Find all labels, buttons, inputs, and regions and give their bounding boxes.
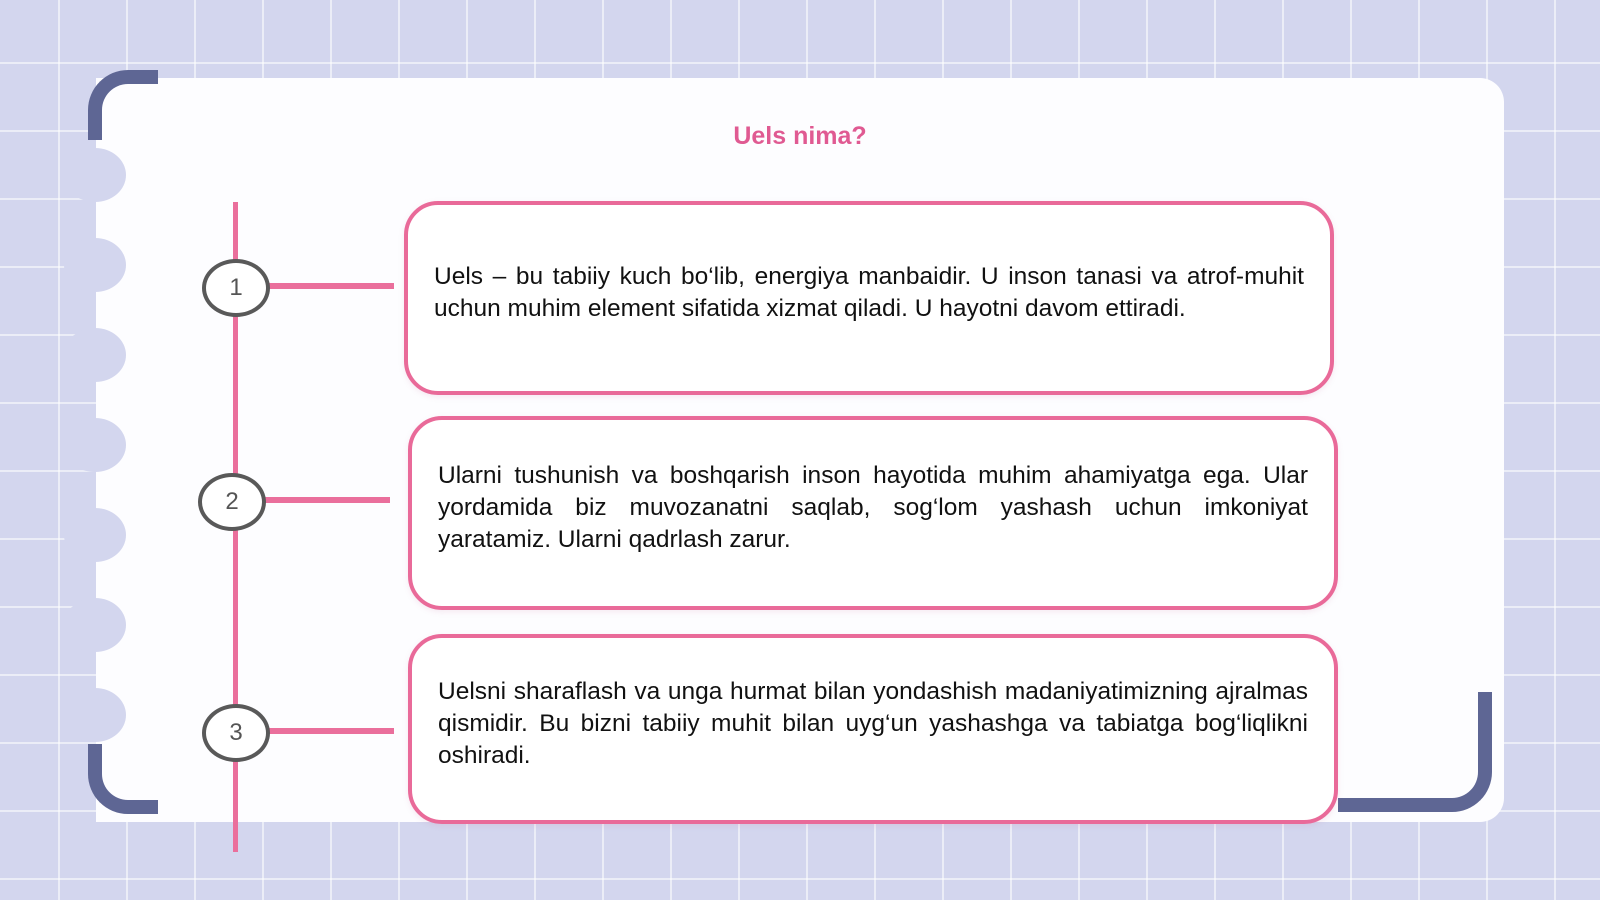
paper-notch [64, 688, 126, 742]
info-card-text: Uelsni sharaflash va unga hurmat bilan yondashish madaniyatimizning ajralmas qismidir. Bu bizni tabiiy muhit bilan uyg‘un yashashga va tabiatga bog‘liqlikni oshiradi. [438, 678, 1308, 769]
paper-notch [64, 418, 126, 472]
info-card-2 [408, 416, 1338, 610]
timeline-connector [262, 497, 390, 503]
paper-notch [64, 148, 126, 202]
step-number-1: 1 [202, 259, 270, 317]
info-card-1 [404, 201, 1334, 395]
info-card-3 [408, 634, 1338, 824]
frame-corner-bottom-right [1338, 692, 1492, 812]
timeline-connector [266, 283, 394, 289]
timeline-connector [266, 728, 394, 734]
info-card-text: Uels – bu tabiiy kuch bo‘lib, energiya manbaidir. U inson tanasi va atrof-muhit uchun muhim element sifatida xizmat qiladi. U hayotni davom ettiradi. [434, 263, 1304, 322]
step-number-2: 2 [198, 473, 266, 531]
page-title: Uels nima? [733, 122, 867, 150]
paper-notch [64, 598, 126, 652]
paper-notch [64, 328, 126, 382]
step-number-3: 3 [202, 704, 270, 762]
paper-notch [64, 238, 126, 292]
paper-notch [64, 508, 126, 562]
info-card-text: Ularni tushunish va boshqarish inson hayotida muhim ahamiyatga ega. Ular yordamida biz muvozanatni saqlab, sog‘lom yashash uchun imkoniyat yaratamiz. Ularni qadrlash zarur. [438, 462, 1308, 553]
